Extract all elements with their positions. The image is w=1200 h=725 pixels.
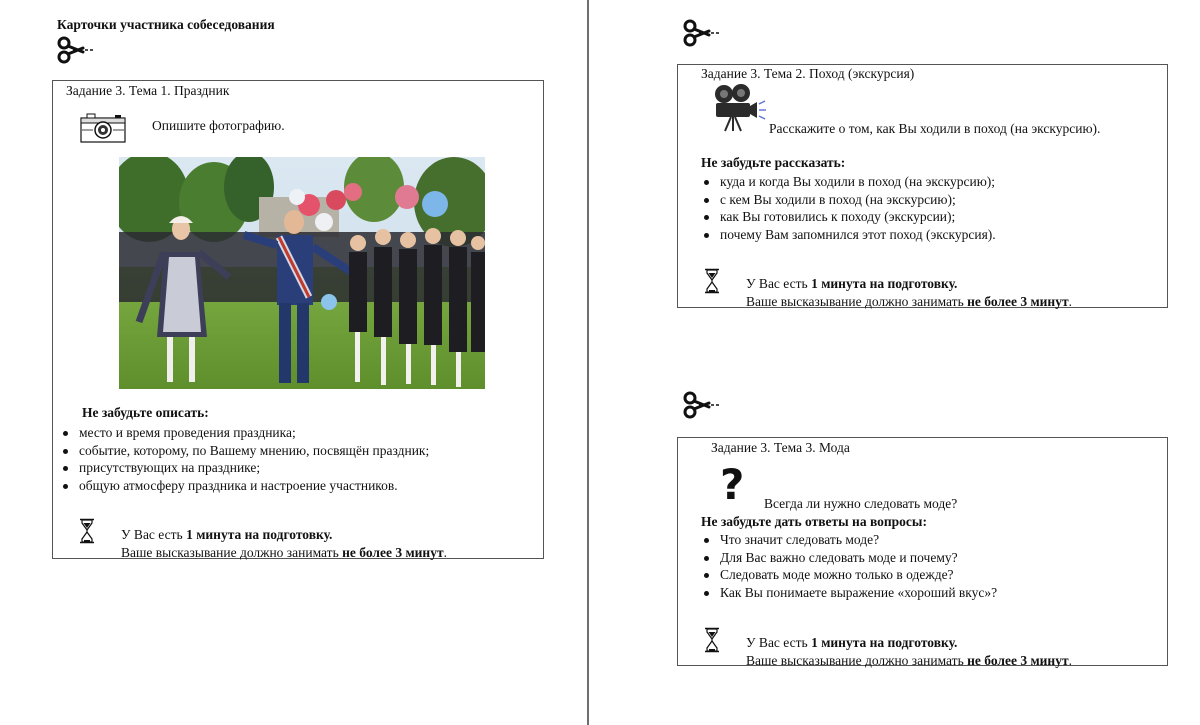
remember-heading: Не забудьте описать: [82, 405, 209, 420]
answer-bold: не более 3 минут [967, 652, 1069, 668]
prep-prefix: У Вас есть [121, 527, 187, 542]
page-divider [587, 0, 589, 725]
prep-bold: 1 минута на подготовку. [811, 635, 958, 650]
list-item: присутствующих на празднике; [79, 459, 429, 477]
instruction-text: Расскажите о том, как Вы ходили в поход (на экскурсию). [769, 121, 1101, 136]
list-item: Что значит следовать моде? [720, 531, 997, 549]
list-item: событие, которому, по Вашему мнению, посвящён праздник; [79, 442, 430, 458]
requirements-list [700, 173, 996, 243]
list-item: Для Вас важно следовать моде и почему? [720, 549, 997, 567]
preparation-time [121, 526, 447, 561]
list-item: Следовать моде можно только в одежде? [720, 566, 997, 584]
remember-heading: Не забудьте рассказать: [701, 155, 846, 170]
list-item: куда и когда Вы ходили в поход (на экскурсию); [720, 174, 996, 189]
preparation-time [746, 275, 1072, 310]
questions-list [700, 531, 997, 601]
instruction-text: Всегда ли нужно следовать моде? [764, 496, 958, 511]
hourglass-icon [704, 268, 720, 294]
preparation-time [746, 634, 1072, 669]
answer-prefix: Ваше высказывание должно занимать [746, 293, 968, 309]
answer-bold: не более 3 минут [342, 544, 444, 560]
requirements-list [59, 424, 429, 494]
prep-bold: 1 минута на подготовку. [811, 276, 958, 291]
prep-bold: 1 минута на подготовку. [186, 527, 333, 542]
celebration-photo [119, 157, 485, 389]
card-title: Задание 3. Тема 2. Поход (экскурсия) [701, 66, 915, 81]
hourglass-icon [704, 627, 720, 653]
instruction-text: Опишите фотографию. [152, 118, 285, 133]
card-title: Задание 3. Тема 3. Мода [711, 440, 850, 455]
list-item: с кем Вы ходили в поход (на экскурсию); [720, 191, 996, 209]
prep-prefix: У Вас есть [746, 635, 812, 650]
answer-prefix: Ваше высказывание должно занимать [121, 544, 343, 560]
list-item: почему Вам запомнился этот поход (экскурсия). [720, 226, 996, 242]
task-card-holiday [52, 80, 544, 559]
answer-suffix: . [443, 544, 447, 560]
question-mark-icon: ? [720, 460, 745, 509]
answer-prefix: Ваше высказывание должно занимать [746, 652, 968, 668]
list-item: общую атмосферу праздника и настроение участников. [79, 477, 429, 495]
camera-icon [80, 113, 126, 143]
answer-suffix: . [1068, 652, 1072, 668]
scissors-icon [683, 391, 721, 419]
card-title: Задание 3. Тема 1. Праздник [66, 83, 230, 98]
page-title: Карточки участника собеседования [57, 17, 275, 32]
hourglass-icon [79, 518, 95, 544]
film-camera-icon [711, 84, 766, 132]
list-item: как Вы готовились к походу (экскурсии); [720, 208, 996, 226]
scissors-icon [683, 19, 721, 47]
answer-suffix: . [1068, 293, 1072, 309]
answer-bold: не более 3 минут [967, 293, 1069, 309]
scissors-icon [57, 36, 95, 64]
list-item: место и время проведения праздника; [79, 424, 429, 442]
prep-prefix: У Вас есть [746, 276, 812, 291]
list-item: Как Вы понимаете выражение «хороший вкус»? [720, 584, 998, 600]
remember-heading: Не забудьте дать ответы на вопросы: [701, 514, 927, 529]
task-card-fashion [677, 437, 1168, 666]
task-card-hike [677, 64, 1168, 308]
